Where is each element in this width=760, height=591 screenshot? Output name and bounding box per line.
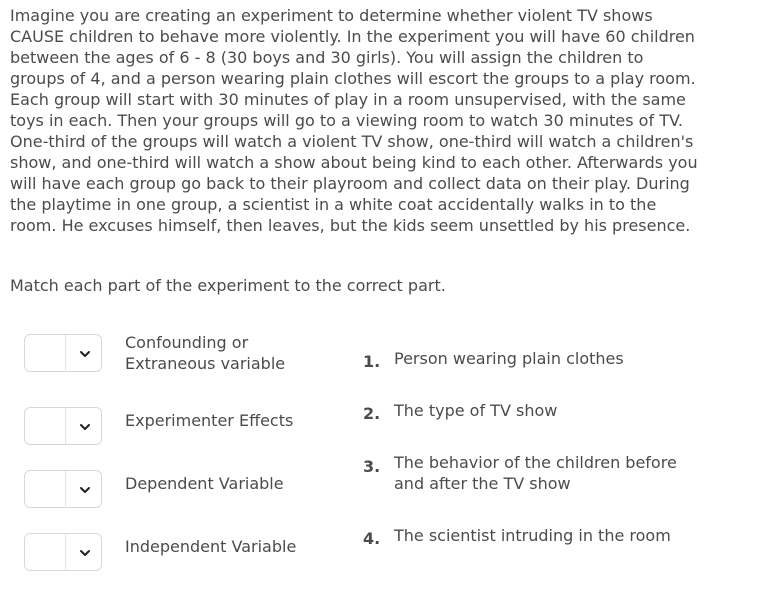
choice-number-4: 4. — [363, 529, 381, 548]
match-select-3[interactable] — [24, 470, 102, 508]
select-divider — [65, 408, 66, 444]
select-divider — [65, 534, 66, 570]
choice-number-3: 3. — [363, 457, 381, 476]
chevron-down-icon — [78, 546, 92, 560]
select-divider — [65, 471, 66, 507]
chevron-down-icon — [78, 347, 92, 361]
term-label-4: Independent Variable — [125, 537, 297, 556]
match-select-4[interactable] — [24, 533, 102, 571]
term-label-3: Dependent Variable — [125, 474, 284, 493]
match-select-1[interactable] — [24, 334, 102, 372]
choice-text-1: Person wearing plain clothes — [394, 349, 624, 368]
choice-text-2: The type of TV show — [394, 401, 558, 420]
select-divider — [65, 335, 66, 371]
choice-text-3: The behavior of the children before and after the TV show — [394, 453, 677, 493]
choice-text-4: The scientist intruding in the room — [394, 526, 671, 545]
term-label-1: Confounding or Extraneous variable — [125, 333, 286, 373]
choice-number-1: 1. — [363, 352, 381, 371]
chevron-down-icon — [78, 420, 92, 434]
chevron-down-icon — [78, 483, 92, 497]
term-label-2: Experimenter Effects — [125, 411, 294, 430]
choice-number-2: 2. — [363, 404, 381, 423]
match-select-2[interactable] — [24, 407, 102, 445]
question-instruction: Match each part of the experiment to the correct part. — [10, 276, 446, 295]
question-prompt: Imagine you are creating an experiment to determine whether violent TV shows CAUSE children to behave more violently. In the experiment you will have 60 children between the ages of 6 - 8 (30 boys and 30 girls). You will assign the children to groups of 4, and a person wearing plain clothes will escort the groups to a play room. Each group will start with 30 minutes of play in a room unsupervised, with the same toys in each. Then your groups will go to a viewing room to watch 30 minutes of TV. One-third of the groups will watch a violent TV show, one-third will watch a children's show, and one-third will watch a show about being kind to each other. Afterwards you will have each group go back to their playroom and collect data on their play. During the playtime in one group, a scientist in a white coat accidentally walks in to the room. He excuses himself, then leaves, but the kids seem unsettled by his presence. — [10, 6, 698, 235]
